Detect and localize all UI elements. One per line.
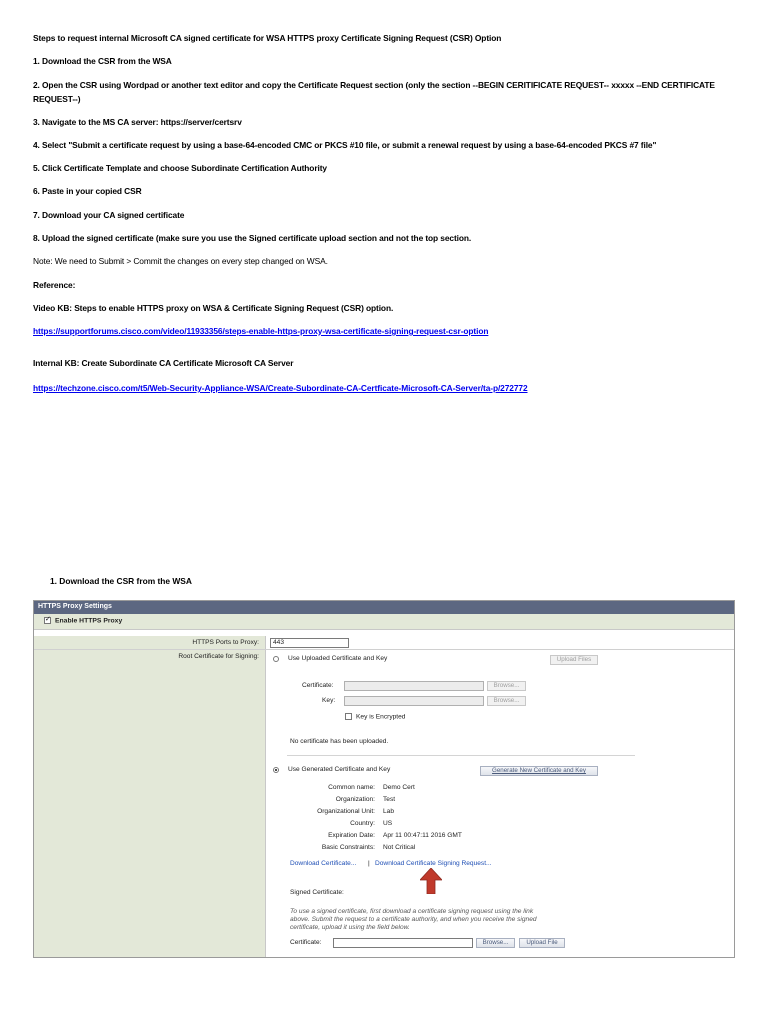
enable-checkbox[interactable]	[44, 617, 51, 624]
field-value: Lab	[383, 808, 395, 815]
enable-https-proxy-row	[34, 614, 734, 630]
video-kb-link[interactable]: https://supportforums.cisco.com/video/11933356/steps-enable-https-proxy-wsa-certificate-signing-request-csr-option	[33, 326, 489, 336]
ports-row	[34, 636, 735, 650]
ports-label: HTTPS Ports to Proxy:	[34, 636, 266, 649]
root-cert-row	[34, 650, 735, 958]
signed-certificate-field-label: Certificate:	[290, 939, 322, 946]
field-value: Test	[383, 796, 396, 803]
red-arrow-icon	[420, 868, 442, 894]
divider	[287, 755, 635, 756]
generate-certificate-button[interactable]: Generate New Certificate and Key	[480, 766, 598, 776]
use-generated-label: Use Generated Certificate and Key	[288, 766, 391, 773]
use-uploaded-label: Use Uploaded Certificate and Key	[288, 655, 388, 662]
field-label: Organization:	[335, 796, 375, 803]
field-value: Demo Cert	[383, 784, 415, 791]
panel-header: HTTPS Proxy Settings	[34, 601, 734, 614]
document-title: Steps to request internal Microsoft CA signed certificate for WSA HTTPS proxy Certificate Signing Request (CSR) Option	[33, 33, 502, 43]
certificate-browse-button[interactable]: Browse...	[487, 681, 526, 691]
key-label: Key:	[322, 697, 336, 704]
field-label: Common name:	[328, 784, 375, 791]
field-value: US	[383, 820, 393, 827]
field-value: Apr 11 00:47:11 2016 GMT	[383, 832, 462, 839]
key-encrypted-checkbox[interactable]	[345, 713, 352, 720]
certificate-file-input[interactable]	[344, 681, 484, 691]
field-value: Not Critical	[383, 844, 416, 851]
step-3: 3. Navigate to the MS CA server: https://server/certsrv	[33, 117, 242, 127]
root-cert-label: Root Certificate for Signing:	[34, 650, 266, 958]
certificate-label: Certificate:	[302, 682, 334, 689]
field-label: Country:	[350, 820, 375, 827]
step-4: 4. Select "Submit a certificate request by using a base-64-encoded CMC or PKCS #10 file, or submit a renewal request by using a base-64-encoded PKCS #7 file"	[33, 140, 657, 150]
download-certificate-link[interactable]: Download Certificate...	[290, 860, 357, 867]
signed-certificate-label: Signed Certificate:	[290, 889, 344, 896]
enable-label: Enable HTTPS Proxy	[55, 617, 123, 625]
key-encrypted-label: Key is Encrypted	[356, 713, 406, 721]
field-label: Basic Constraints:	[321, 844, 375, 851]
step-1-heading: 1. Download the CSR from the WSA	[50, 576, 192, 586]
upload-files-button[interactable]: Upload Files	[550, 655, 598, 665]
wsa-https-proxy-screenshot	[33, 600, 735, 958]
root-cert-options	[267, 650, 735, 958]
no-cert-message: No certificate has been uploaded.	[290, 738, 389, 745]
upload-file-button[interactable]: Upload File	[519, 938, 565, 948]
internal-kb-title: Internal KB: Create Subordinate CA Certificate Microsoft CA Server	[33, 358, 294, 368]
key-file-input[interactable]	[344, 696, 484, 706]
step-7: 7. Download your CA signed certificate	[33, 210, 185, 220]
reference-label: Reference:	[33, 280, 76, 290]
ports-input[interactable]: 443	[270, 638, 349, 648]
signed-certificate-browse-button[interactable]: Browse...	[476, 938, 515, 948]
step-8: 8. Upload the signed certificate (make sure you use the Signed certificate upload section and not the top section.	[33, 233, 472, 243]
field-label: Expiration Date:	[328, 832, 375, 839]
link-separator: |	[368, 860, 370, 867]
signed-certificate-file-input[interactable]	[333, 938, 473, 948]
uploaded-radio[interactable]	[273, 656, 279, 662]
key-browse-button[interactable]: Browse...	[487, 696, 526, 706]
step-2: 2. Open the CSR using Wordpad or another text editor and copy the Certificate Request section (only the section --BEGIN CERITIFICATE REQUEST-- xxxxx --END CERTIFICATE REQUEST--)	[33, 80, 715, 104]
step-6: 6. Paste in your copied CSR	[33, 186, 142, 196]
download-csr-link[interactable]: Download Certificate Signing Request...	[375, 860, 492, 867]
internal-kb-link[interactable]: https://techzone.cisco.com/t5/Web-Security-Appliance-WSA/Create-Subordinate-CA-Certficate-Microsoft-CA-Server/ta-p/272772	[33, 383, 528, 393]
step-1: 1. Download the CSR from the WSA	[33, 56, 172, 66]
key-encrypted-option	[345, 713, 405, 720]
video-kb-title: Video KB: Steps to enable HTTPS proxy on WSA & Certificate Signing Request (CSR) option.	[33, 303, 394, 313]
field-label: Organizational Unit:	[317, 808, 375, 815]
generated-radio[interactable]	[273, 767, 279, 773]
note: Note: We need to Submit > Commit the changes on every step changed on WSA.	[33, 256, 328, 266]
step-5: 5. Click Certificate Template and choose Subordinate Certification Authority	[33, 163, 327, 173]
signed-certificate-help: To use a signed certificate, first download a certificate signing request using the link above. Submit the request to a certificate authority, and when you receive the signed certificate, upload it using the field below.	[290, 908, 537, 931]
